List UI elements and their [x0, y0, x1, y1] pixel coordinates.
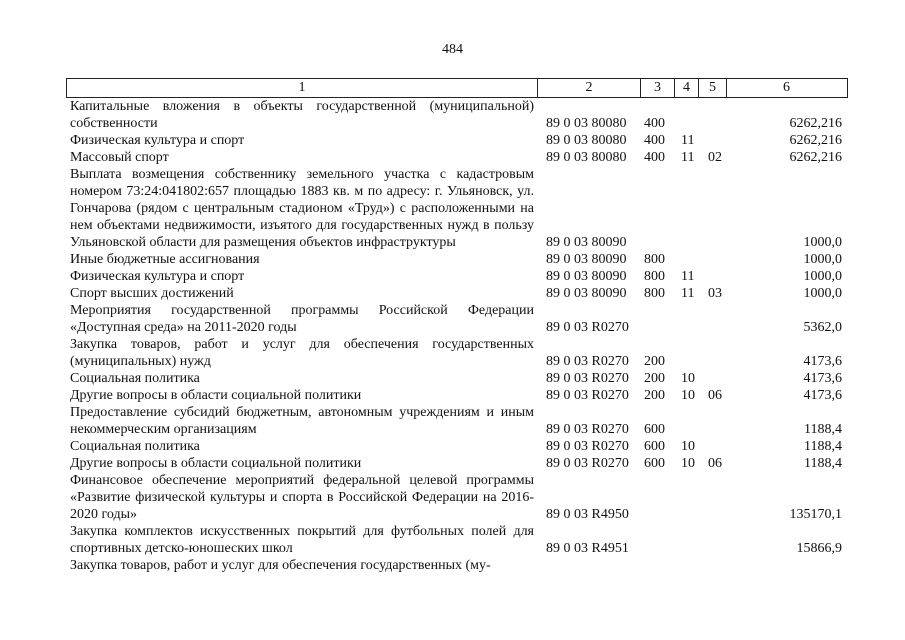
row-name: Закупка товаров, работ и услуг для обеспечения государственных (муниципальных) нужд [70, 337, 534, 369]
row-vr: 400 [644, 150, 665, 165]
row-rz: 10 [681, 456, 695, 471]
row-code: 89 0 03 80080 [546, 133, 627, 148]
row-vr: 600 [644, 422, 665, 437]
row-vr: 800 [644, 252, 665, 267]
row-sum: 5362,0 [803, 320, 842, 335]
row-sum: 1000,0 [803, 269, 842, 284]
row-code: 89 0 03 R0270 [546, 439, 629, 454]
row-sum: 4173,6 [803, 388, 842, 403]
table-row [0, 472, 905, 523]
table-header [66, 78, 848, 98]
row-rz: 11 [681, 269, 695, 284]
header-col-3: 3 [641, 79, 675, 97]
header-col-4: 4 [675, 79, 699, 97]
table-row [0, 387, 905, 404]
row-rz: 11 [681, 150, 695, 165]
row-pr: 06 [708, 456, 722, 471]
table-row [0, 166, 905, 251]
row-code: 89 0 03 R4951 [546, 541, 629, 556]
row-name: Массовый спорт [70, 150, 169, 165]
row-code: 89 0 03 R0270 [546, 456, 629, 471]
row-vr: 200 [644, 388, 665, 403]
row-code: 89 0 03 R0270 [546, 422, 629, 437]
table-row [0, 132, 905, 149]
page-number: 484 [442, 42, 463, 57]
row-sum: 1188,4 [804, 456, 842, 471]
row-sum: 6262,216 [789, 150, 842, 165]
row-vr: 400 [644, 116, 665, 131]
row-sum: 6262,216 [789, 133, 842, 148]
table-row [0, 302, 905, 336]
row-sum: 1000,0 [803, 252, 842, 267]
row-vr: 600 [644, 439, 665, 454]
row-pr: 02 [708, 150, 722, 165]
row-name: Предоставление субсидий бюджетным, автономным учреждениям и иным некоммерческим организациям [70, 405, 534, 437]
table-row [0, 438, 905, 455]
header-col-2: 2 [538, 79, 641, 97]
row-sum: 1188,4 [804, 439, 842, 454]
table-row [0, 285, 905, 302]
row-name: Иные бюджетные ассигнования [70, 252, 260, 267]
row-code: 89 0 03 R0270 [546, 354, 629, 369]
row-code: 89 0 03 R0270 [546, 320, 629, 335]
row-sum: 135170,1 [789, 507, 842, 522]
table-row [0, 557, 905, 574]
row-pr: 06 [708, 388, 722, 403]
row-pr: 03 [708, 286, 722, 301]
header-col-6: 6 [783, 80, 790, 95]
header-col-5: 5 [699, 79, 727, 97]
row-sum: 1000,0 [803, 235, 842, 250]
row-name: Выплата возмещения собственнику земельного участка с кадастровым номером 73:24:041802:657 площадью 1883 кв. м по адресу: г. Ульяновск, ул. Гончарова (рядом с центральным стадионом «Труд») с расположенными на нем объектами недвижимости, изъятого для государственных нужд в пользу Ульяновской области для размещения объектов инфраструктуры [70, 167, 534, 250]
row-name: Закупка товаров, работ и услуг для обеспечения государственных (му- [70, 558, 491, 573]
row-name: Финансовое обеспечение мероприятий федеральной целевой программы «Развитие физической культуры и спорта в Российской Федерации на 2016-2020 годы» [70, 473, 534, 522]
row-sum: 1188,4 [804, 422, 842, 437]
row-code: 89 0 03 80090 [546, 252, 627, 267]
row-sum: 4173,6 [803, 371, 842, 386]
row-vr: 600 [644, 456, 665, 471]
row-name: Капитальные вложения в объекты государственной (муниципальной) собственности [70, 99, 534, 131]
row-rz: 10 [681, 371, 695, 386]
table-row [0, 404, 905, 438]
table-body [0, 98, 905, 574]
table-row [0, 523, 905, 557]
header-col-1: 1 [67, 79, 538, 97]
row-sum: 1000,0 [803, 286, 842, 301]
row-sum: 15866,9 [796, 541, 842, 556]
table-row [0, 370, 905, 387]
row-code: 89 0 03 R0270 [546, 388, 629, 403]
row-name: Закупка комплектов искусственных покрытий для футбольных полей для спортивных детско-юношеских школ [70, 524, 534, 556]
row-code: 89 0 03 80090 [546, 269, 627, 284]
row-vr: 200 [644, 354, 665, 369]
row-code: 89 0 03 80080 [546, 150, 627, 165]
row-name: Физическая культура и спорт [70, 133, 245, 148]
row-vr: 200 [644, 371, 665, 386]
row-name: Социальная политика [70, 439, 200, 454]
row-code: 89 0 03 80090 [546, 286, 627, 301]
row-rz: 11 [681, 133, 695, 148]
row-name: Физическая культура и спорт [70, 269, 245, 284]
row-sum: 4173,6 [803, 354, 842, 369]
row-vr: 800 [644, 269, 665, 284]
row-name: Другие вопросы в области социальной политики [70, 388, 362, 403]
row-vr: 800 [644, 286, 665, 301]
row-sum: 6262,216 [789, 116, 842, 131]
row-code: 89 0 03 80090 [546, 235, 627, 250]
table-row [0, 268, 905, 285]
table-row [0, 149, 905, 166]
table-row [0, 98, 905, 132]
row-rz: 10 [681, 439, 695, 454]
row-name: Спорт высших достижений [70, 286, 234, 301]
table-row [0, 251, 905, 268]
table-row [0, 336, 905, 370]
row-name: Мероприятия государственной программы Российской Федерации «Доступная среда» на 2011-2020 годы [70, 303, 534, 335]
row-vr: 400 [644, 133, 665, 148]
row-name: Социальная политика [70, 371, 200, 386]
row-rz: 11 [681, 286, 695, 301]
row-code: 89 0 03 80080 [546, 116, 627, 131]
row-code: 89 0 03 R0270 [546, 371, 629, 386]
table-row [0, 455, 905, 472]
row-code: 89 0 03 R4950 [546, 507, 629, 522]
row-rz: 10 [681, 388, 695, 403]
row-name: Другие вопросы в области социальной политики [70, 456, 362, 471]
